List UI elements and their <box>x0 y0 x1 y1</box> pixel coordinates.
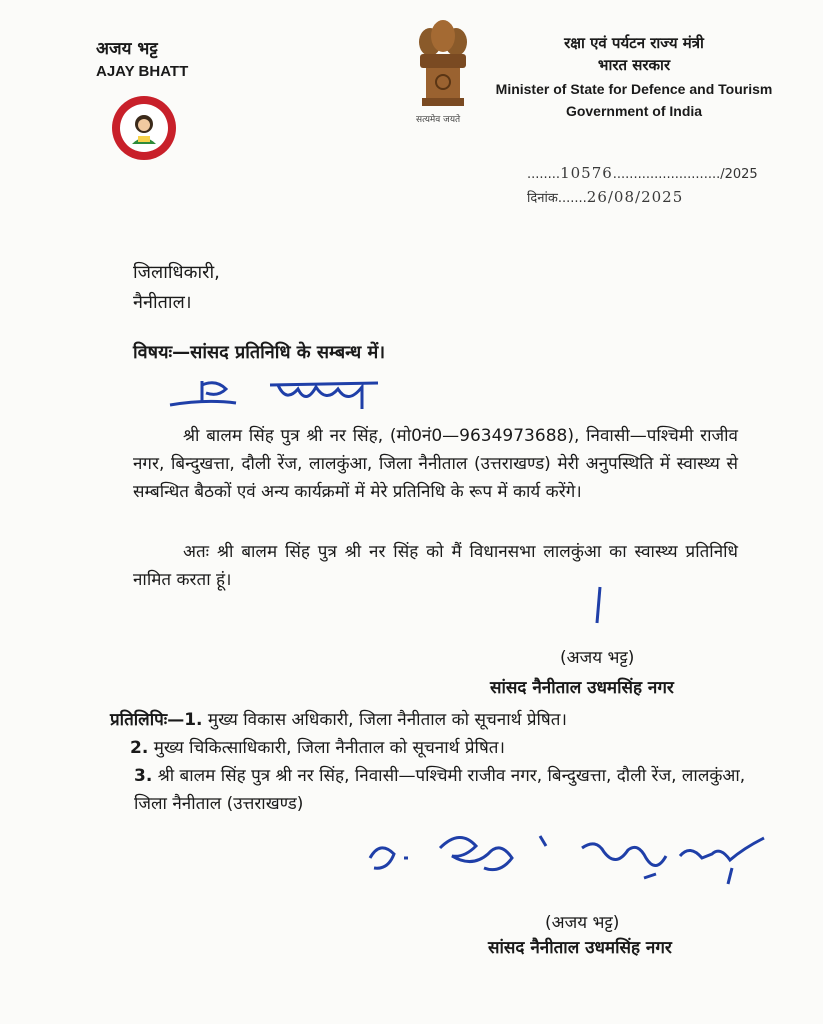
signature-name-1: (अजय भट्ट) <box>560 648 635 668</box>
reference-date: 26/08/2025 <box>586 188 684 206</box>
ministry-english-line2: Government of India <box>565 103 703 119</box>
ministry-hindi <box>484 32 784 76</box>
copy-to-item-3: 3. श्री बालम सिंह पुत्र श्री नर सिंह, निवासी—पश्चिमी राजीव नगर, बिन्दुखत्ता, दौली रेंज, लालकुंआ, जिला नैनीताल (उत्तराखण्ड) <box>134 766 746 814</box>
reference-number-line: ........10576........................../2025 <box>527 164 758 182</box>
pen-tick-mark <box>592 585 604 625</box>
reference-number: 10576 <box>560 164 613 182</box>
handwritten-signature <box>360 818 780 898</box>
ministry-english-line1: Minister of State for Defence and Tourism <box>495 81 773 97</box>
ministry-english <box>484 78 784 122</box>
paragraph-2-text: अतः श्री बालम सिंह पुत्र श्री नर सिंह को मैं विधानसभा लालकुंआ का स्वास्थ्य प्रतिनिधि नामित करता हूं। <box>133 542 738 590</box>
beti-bachao-logo-icon <box>110 94 178 162</box>
subject-line: विषयः—सांसद प्रतिनिधि के सम्बन्ध में। <box>133 342 386 363</box>
paragraph-1-text: श्री बालम सिंह पुत्र श्री नर सिंह, (मो0नं0—9634973688), निवासी—पश्चिमी राजीव नगर, बिन्दुखत्ता, दौली रेंज, लालकुंआ, जिला नैनीताल (उत्तराखण्ड) मेरी अनुपस्थिति में स्वास्थ्य से सम्बन्धित बैठकों एवं अन्य कार्यक्रमों में मेरे प्रतिनिधि के रूप में कार्य करेंगे। <box>133 426 738 502</box>
copy-to-list <box>110 706 750 818</box>
national-emblem-icon <box>410 14 476 124</box>
signature-title-2: सांसद नैनीताल उधमसिंह नगर <box>488 938 672 958</box>
body-paragraph-1 <box>133 422 738 506</box>
ministry-hindi-line1: रक्षा एवं पर्यटन राज्य मंत्री <box>564 34 704 52</box>
ministry-hindi-line2: भारत सरकार <box>597 56 671 74</box>
body-paragraph-2 <box>133 538 738 594</box>
signature-title-1: सांसद नैनीताल उधमसिंह नगर <box>490 678 674 698</box>
copy-to-label: प्रतिलिपिः— <box>110 710 185 730</box>
signature-name-2: (अजय भट्ट) <box>545 913 620 933</box>
sender-name-english: AJAY BHATT <box>96 63 189 80</box>
addressee <box>133 258 220 318</box>
addressee-line2: नैनीताल। <box>133 292 192 313</box>
reference-year: /2025 <box>720 167 758 182</box>
sender-name-hindi: अजय भट्ट <box>96 39 158 59</box>
copy-to-item-2: 2. मुख्य चिकित्साधिकारी, जिला नैनीताल को सूचनार्थ प्रेषित। <box>130 738 505 758</box>
handwritten-salutation <box>166 375 386 415</box>
reference-block <box>527 164 758 206</box>
addressee-line1: जिलाधिकारी, <box>133 262 220 283</box>
copy-to-item-1: प्रतिलिपिः—1. मुख्य विकास अधिकारी, जिला नैनीताल को सूचनार्थ प्रेषित। <box>110 710 567 730</box>
date-label: दिनांक <box>527 191 558 206</box>
emblem-motto: सत्यमेव जयते <box>416 115 461 125</box>
reference-date-line: दिनांक.......26/08/2025 <box>527 188 684 206</box>
